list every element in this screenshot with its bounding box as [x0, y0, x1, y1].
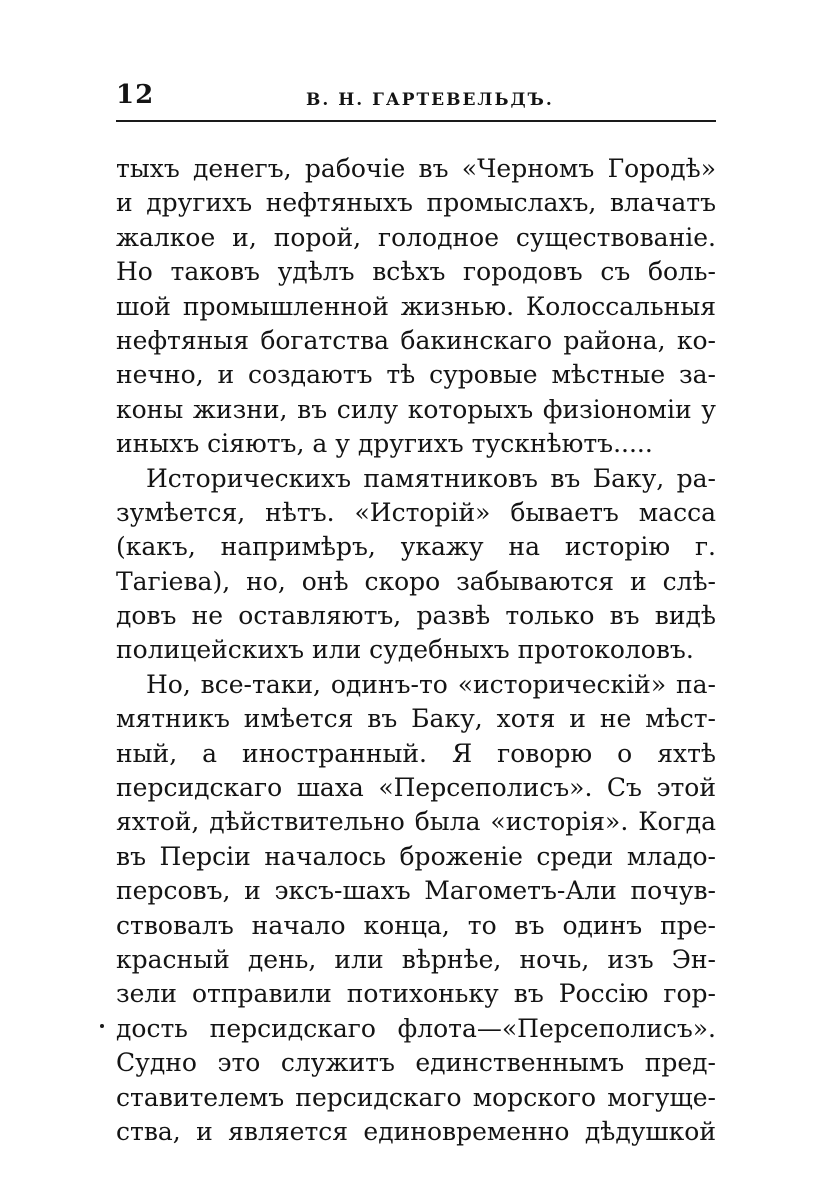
text-line: ства, и является единовременно дѣдушкой — [116, 1116, 716, 1146]
text-line: персидскаго шаха «Персеполисъ». Съ этой — [116, 773, 716, 803]
text-line: дость персидскаго флота—«Персеполисъ». — [116, 1013, 716, 1043]
text-line: персовъ, и эксъ-шахъ Магометъ-Али почув- — [116, 876, 716, 906]
text-line: зумѣется, нѣтъ. «Исторій» бываетъ масса — [116, 497, 716, 527]
text-line: ствовалъ начало конца, то въ одинъ пре- — [116, 910, 716, 940]
running-head-title: В. Н. ГАРТЕВЕЛЬДЪ. — [306, 90, 554, 110]
text-line: иныхъ сіяютъ, а у другихъ тускнѣютъ..... — [116, 429, 653, 459]
text-line: яхтой, дѣйствительно была «исторія». Когда — [116, 807, 716, 837]
text-line: ный, а иностранный. Я говорю о яхтѣ — [116, 738, 716, 768]
text-line: ставителемъ персидскаго морского могуще- — [116, 1082, 716, 1112]
text-line: Но таковъ удѣлъ всѣхъ городовъ съ боль- — [116, 257, 716, 287]
text-line: и другихъ нефтяныхъ промыслахъ, влачатъ — [116, 188, 716, 218]
text-line: жалкое и, порой, голодное существованіе. — [116, 222, 716, 252]
page-number: 12 — [116, 80, 155, 110]
text-line: полицейскихъ или судебныхъ протоколовъ. — [116, 635, 694, 665]
body-text — [116, 152, 716, 1149]
text-line: (какъ, напримѣръ, укажу на исторію г. — [116, 532, 716, 562]
text-line: Историческихъ памятниковъ въ Баку, ра- — [146, 463, 716, 493]
text-line: тыхъ денегъ, рабочіе въ «Черномъ Городѣ» — [116, 154, 716, 183]
text-line: коны жизни, въ силу которыхъ физіономіи у — [116, 394, 716, 424]
text-line: шой промышленной жизнью. Колоссальныя — [116, 291, 716, 321]
running-head — [116, 70, 716, 122]
text-line: Тагіева), но, онѣ скоро забываются и слѣ- — [116, 566, 716, 596]
text-line: Но, все-таки, одинъ-то «историческій» па- — [146, 669, 716, 699]
text-line: красный день, или вѣрнѣе, ночь, изъ Эн- — [116, 944, 716, 974]
text-line: нечно, и создаютъ тѣ суровые мѣстные за- — [116, 360, 716, 390]
margin-dot-mark — [100, 1024, 104, 1028]
text-line: довъ не оставляютъ, развѣ только въ видѣ — [116, 601, 716, 631]
text-line: зели отправили потихоньку въ Россію гор- — [116, 979, 716, 1009]
book-page — [116, 70, 716, 1149]
text-line: въ Персіи началось броженіе среди младо- — [116, 841, 716, 871]
text-line: Судно это служитъ единственнымъ пред- — [116, 1048, 716, 1078]
text-line: мятникъ имѣется въ Баку, хотя и не мѣст- — [116, 704, 716, 734]
text-line: нефтяныя богатства бакинскаго района, ко- — [116, 325, 716, 355]
